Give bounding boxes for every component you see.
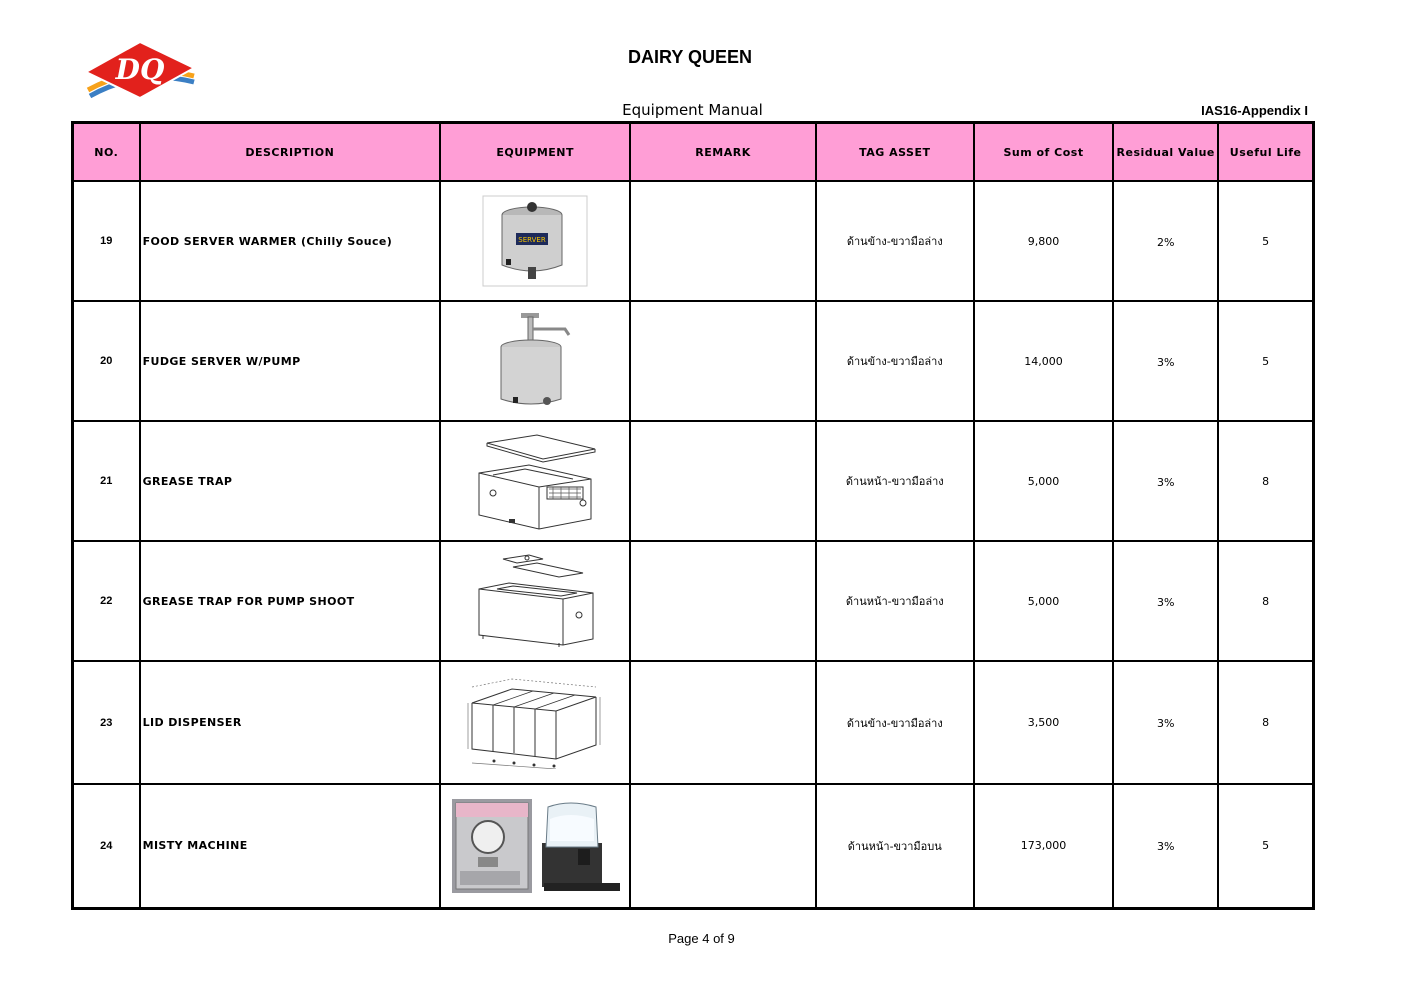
table-row: [73, 301, 1314, 421]
cell-sum-of-cost: 9,800: [974, 181, 1113, 301]
cell-equipment: [440, 541, 630, 661]
column-header-description: DESCRIPTION: [140, 123, 440, 182]
column-header-useful-life: Useful Life: [1218, 123, 1313, 182]
cell-no: 24: [73, 784, 140, 908]
cell-useful-life: 8: [1218, 661, 1313, 784]
equipment-table: [71, 121, 1315, 910]
cell-sum-of-cost: 5,000: [974, 541, 1113, 661]
cell-description: MISTY MACHINE: [140, 784, 440, 908]
table-row: [73, 784, 1314, 908]
table-row: [73, 541, 1314, 661]
column-header-equipment: EQUIPMENT: [440, 123, 630, 182]
cell-tag-asset: ด้านข้าง-ขวามือล่าง: [816, 301, 974, 421]
cell-description: FOOD SERVER WARMER (Chilly Souce): [140, 181, 440, 301]
cell-remark: [630, 784, 815, 908]
cell-remark: [630, 661, 815, 784]
cell-sum-of-cost: 14,000: [974, 301, 1113, 421]
cell-sum-of-cost: 173,000: [974, 784, 1113, 908]
cell-useful-life: 8: [1218, 421, 1313, 541]
cell-equipment: [440, 421, 630, 541]
cell-useful-life: 5: [1218, 784, 1313, 908]
cell-remark: [630, 301, 815, 421]
table-header-row: [73, 123, 1314, 182]
page-number: Page 4 of 9: [668, 931, 735, 946]
page-subtitle: Equipment Manual: [622, 101, 763, 119]
cell-tag-asset: ด้านหน้า-ขวามือล่าง: [816, 421, 974, 541]
appendix-label: IAS16-Appendix I: [1201, 103, 1308, 118]
column-header-remark: REMARK: [630, 123, 815, 182]
table-row: [73, 661, 1314, 784]
page-title: DAIRY QUEEN: [627, 47, 753, 67]
column-header-sum-of-cost: Sum of Cost: [974, 123, 1113, 182]
column-header-residual-value: Residual Value: [1113, 123, 1218, 182]
svg-text:SERVER: SERVER: [518, 236, 546, 244]
grease-trap-pump-image: [473, 553, 597, 649]
cell-useful-life: 5: [1218, 181, 1313, 301]
cell-residual-value: 3%: [1113, 421, 1218, 541]
column-header-tag-asset: TAG ASSET: [816, 123, 974, 182]
cell-equipment: [440, 301, 630, 421]
cell-description: GREASE TRAP FOR PUMP SHOOT: [140, 541, 440, 661]
food-server-warmer-image: [482, 195, 588, 287]
cell-residual-value: 2%: [1113, 181, 1218, 301]
cell-residual-value: 3%: [1113, 541, 1218, 661]
cell-useful-life: 5: [1218, 301, 1313, 421]
cell-no: 19: [73, 181, 140, 301]
cell-remark: [630, 541, 815, 661]
grease-trap-image: [473, 431, 597, 531]
cell-residual-value: 3%: [1113, 661, 1218, 784]
cell-sum-of-cost: 3,500: [974, 661, 1113, 784]
cell-useful-life: 8: [1218, 541, 1313, 661]
cell-equipment: [440, 181, 630, 301]
fudge-server-pump-image: [485, 309, 585, 413]
cell-description: FUDGE SERVER W/PUMP: [140, 301, 440, 421]
cell-sum-of-cost: 5,000: [974, 421, 1113, 541]
cell-remark: [630, 421, 815, 541]
cell-no: 23: [73, 661, 140, 784]
cell-tag-asset: ด้านหน้า-ขวามือบน: [816, 784, 974, 908]
table-row: [73, 181, 1314, 301]
cell-equipment: [440, 784, 630, 908]
lid-dispenser-image: [464, 677, 606, 769]
misty-machine-image: [450, 797, 620, 895]
cell-description: GREASE TRAP: [140, 421, 440, 541]
cell-tag-asset: ด้านข้าง-ขวามือล่าง: [816, 661, 974, 784]
cell-tag-asset: ด้านหน้า-ขวามือล่าง: [816, 541, 974, 661]
cell-tag-asset: ด้านข้าง-ขวามือล่าง: [816, 181, 974, 301]
cell-residual-value: 3%: [1113, 301, 1218, 421]
cell-remark: [630, 181, 815, 301]
cell-equipment: [440, 661, 630, 784]
cell-no: 20: [73, 301, 140, 421]
logo-text: DQ: [115, 53, 165, 86]
table-row: [73, 421, 1314, 541]
cell-residual-value: 3%: [1113, 784, 1218, 908]
cell-description: LID DISPENSER: [140, 661, 440, 784]
column-header-no: NO.: [73, 123, 140, 182]
cell-no: 22: [73, 541, 140, 661]
cell-no: 21: [73, 421, 140, 541]
